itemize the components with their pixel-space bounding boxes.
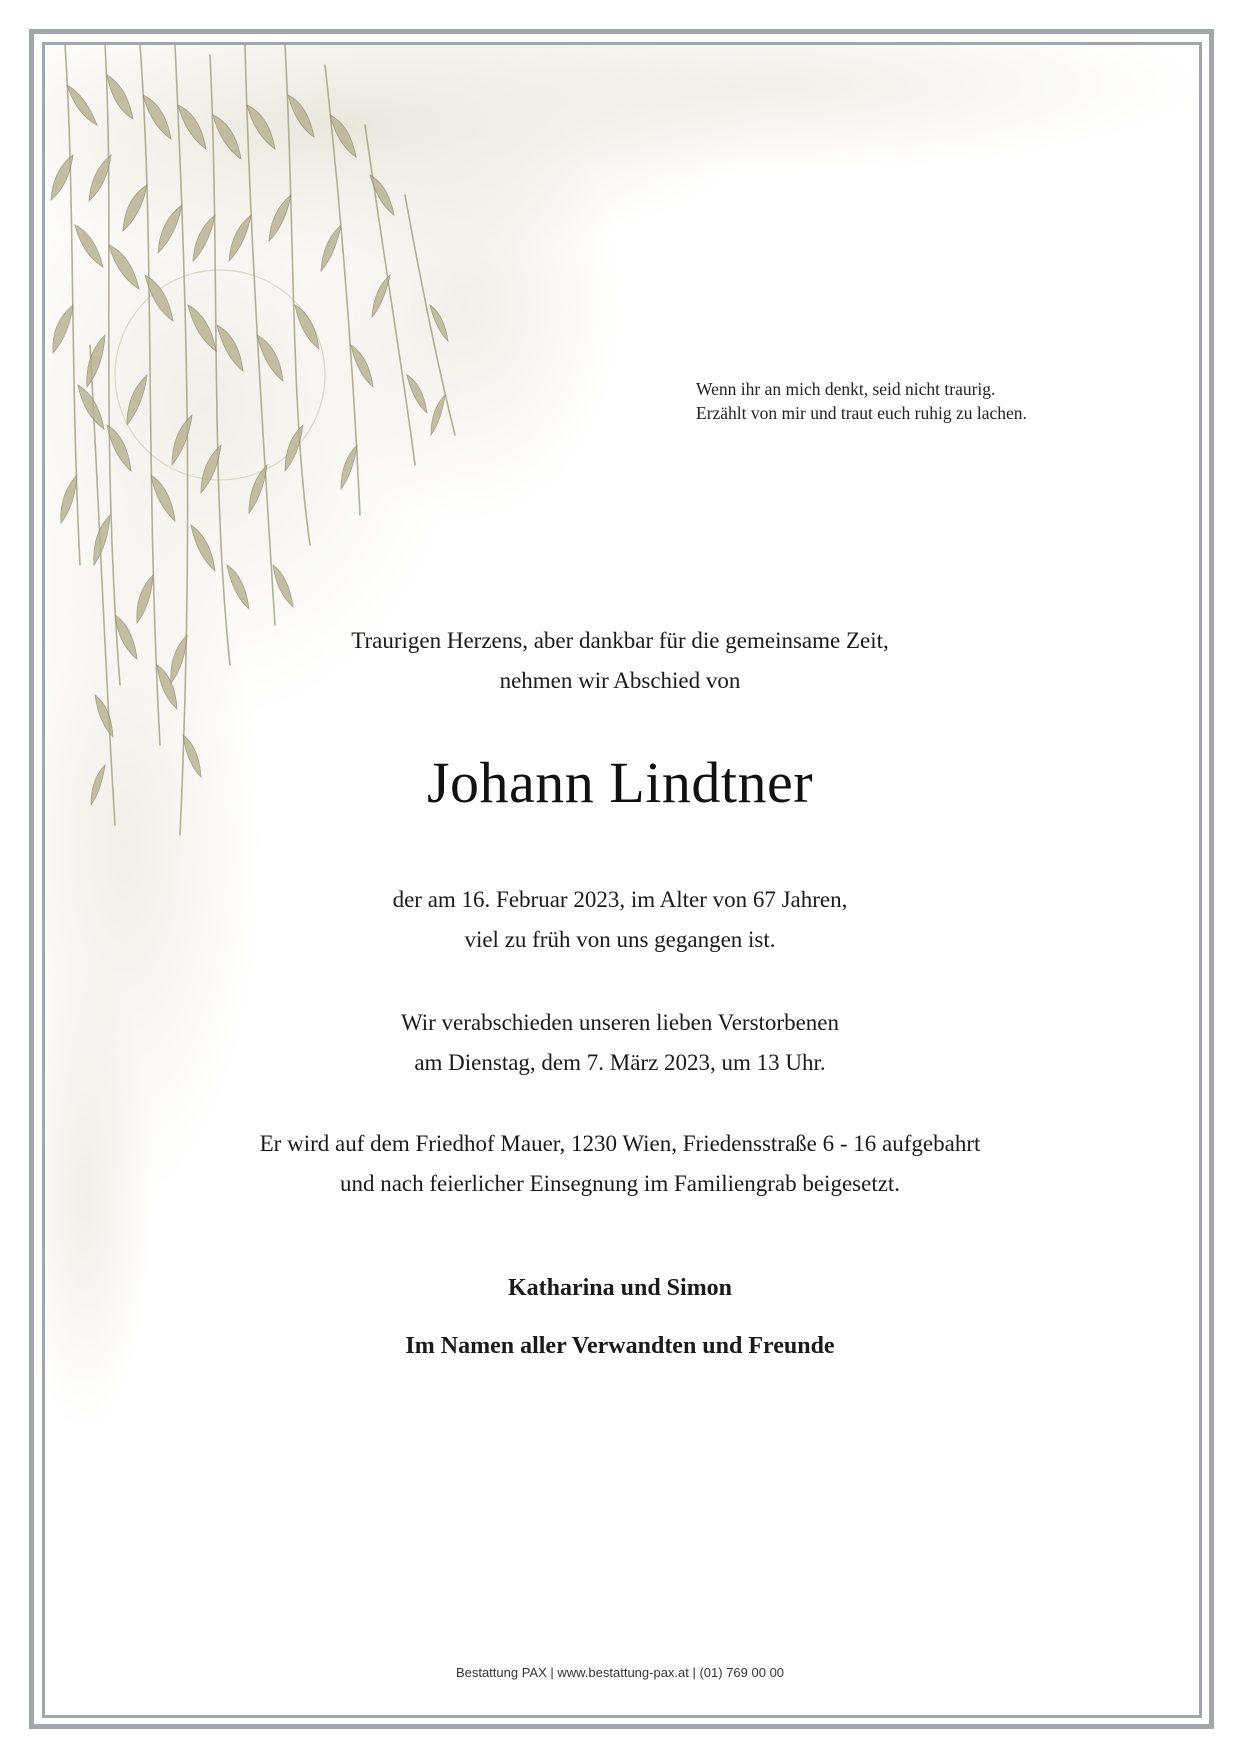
intro-line-1: Traurigen Herzens, aber dankbar für die gemeinsame Zeit, [351, 628, 889, 653]
deceased-name: Johann Lindtner [426, 750, 814, 815]
farewell-line-1: Wir verabschieden unseren lieben Verstorbenen [400, 1010, 840, 1035]
death-line-1: der am 16. Februar 2023, im Alter von 67 Jahren, [392, 887, 848, 912]
burial-line-1: Er wird auf dem Friedhof Mauer, 1230 Wien, Friedensstraße 6 - 16 aufgebahrt [259, 1131, 981, 1156]
death-notice-text [0, 880, 1240, 960]
burial-info-text [0, 1124, 1240, 1204]
intro-line-2: nehmen wir Abschied von [499, 668, 741, 693]
burial-line-2: und nach feierlicher Einsegnung im Familiengrab beigesetzt. [339, 1171, 901, 1196]
funeral-home-footer: Bestattung PAX | www.bestattung-pax.at | (01) 769 00 00 [455, 1665, 785, 1680]
farewell-line-2: am Dienstag, dem 7. März 2023, um 13 Uhr. [414, 1050, 826, 1075]
signers: Katharina und Simon [507, 1275, 733, 1301]
death-line-2: viel zu früh von uns gegangen ist. [464, 927, 776, 952]
on-behalf-line: Im Namen aller Verwandten und Freunde [405, 1333, 835, 1359]
farewell-ceremony-text [0, 1003, 1240, 1083]
memorial-quote [696, 377, 1176, 425]
intro-text [0, 621, 1240, 701]
quote-line-2: Erzählt von mir und traut euch ruhig zu lachen. [696, 403, 1027, 423]
quote-line-1: Wenn ihr an mich denkt, seid nicht traurig. [696, 379, 996, 399]
